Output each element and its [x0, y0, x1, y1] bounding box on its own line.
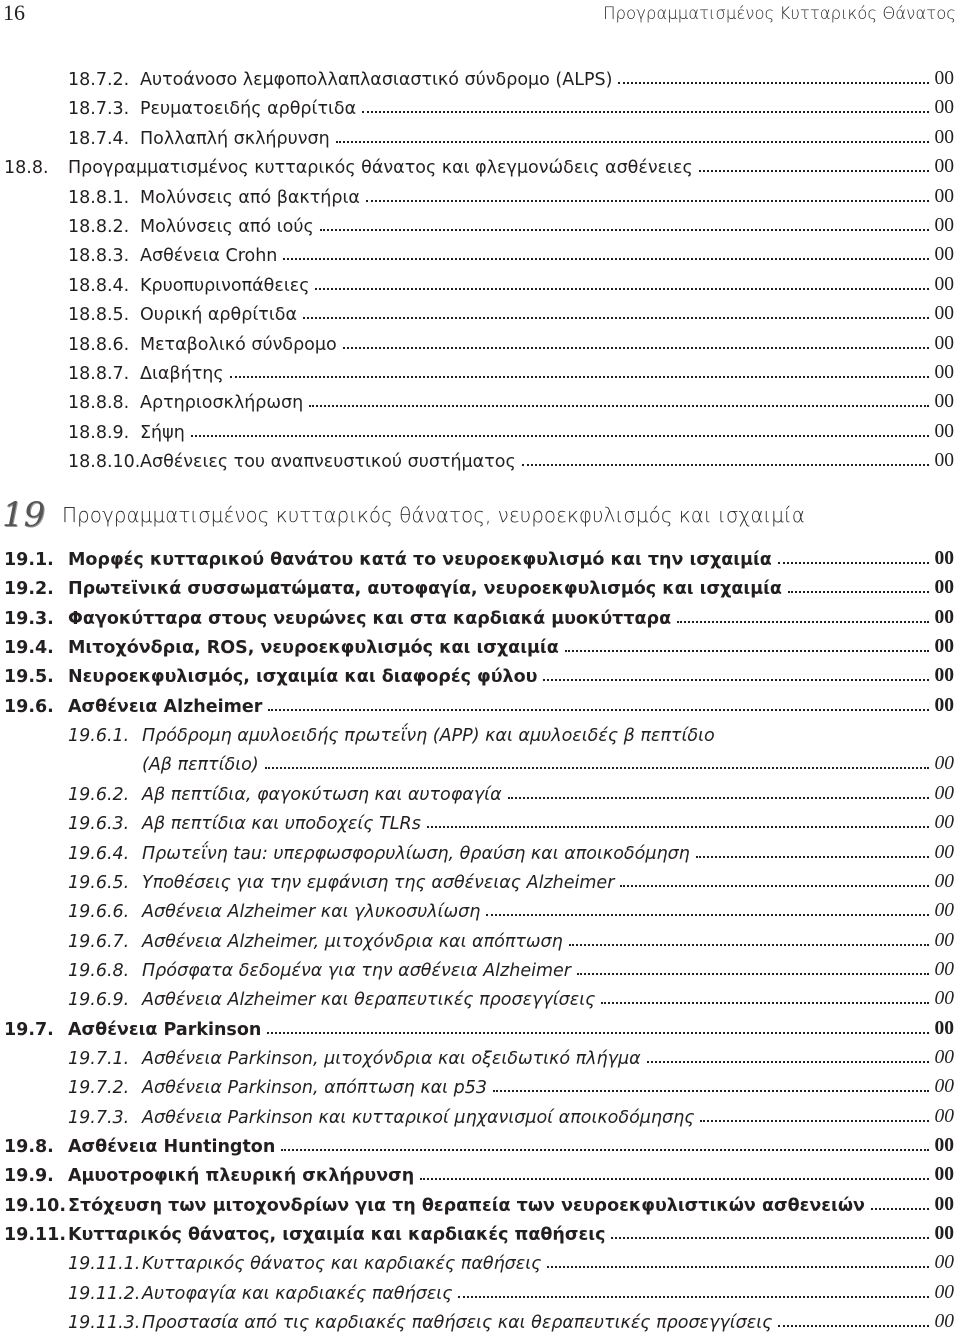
toc-entry-title: Ουρική αρθρίτιδα — [140, 305, 297, 326]
toc-entry-title: Φαγοκύτταρα στους νευρώνες και στα καρδιακά μυοκύτταρα — [68, 608, 672, 629]
dot-leader — [486, 914, 928, 916]
toc-entry-number: 18.8.6. — [68, 334, 130, 355]
dot-leader — [565, 650, 929, 652]
toc-entry-page: 00 — [934, 782, 954, 804]
toc-entry-page: 00 — [934, 636, 954, 658]
toc-entry-number: 19.6.6. — [68, 902, 130, 923]
toc-entry-title: Στόχευση των μιτοχονδρίων για τη θεραπεία των νευροεκφυλιστικών ασθενειών — [68, 1195, 865, 1216]
toc-entry[interactable] — [4, 689, 954, 717]
toc-entry-page: 00 — [934, 753, 954, 775]
toc-entry[interactable] — [68, 953, 954, 981]
dot-leader — [699, 170, 929, 172]
toc-row — [0, 1276, 960, 1304]
toc-entry-page: 00 — [934, 958, 954, 980]
toc-entry-title: Ασθένεια Alzheimer και θεραπευτικές προσεγγίσεις — [142, 990, 596, 1011]
page-number: 16 — [3, 0, 25, 25]
toc-entry[interactable] — [68, 806, 954, 834]
toc-entry-page: 00 — [934, 97, 954, 119]
toc-entry[interactable] — [68, 865, 954, 893]
toc-entry[interactable] — [4, 1012, 954, 1040]
toc-entry-title: Αυτοάνοσο λεμφοπολλαπλασιαστικό σύνδρομο (ALPS) — [140, 70, 613, 90]
toc-row — [0, 601, 960, 629]
dot-leader — [303, 317, 929, 319]
toc-entry-title: Υποθέσεις για την εμφάνιση της ασθένειας Alzheimer — [142, 872, 615, 893]
toc-row — [0, 894, 960, 922]
toc-row — [0, 630, 960, 658]
toc-row — [0, 571, 960, 599]
toc-row — [0, 747, 960, 775]
toc-row — [0, 121, 960, 149]
toc-entry-number: 19.3. — [4, 608, 54, 629]
dot-leader — [315, 288, 928, 290]
dot-leader — [647, 1061, 929, 1063]
toc-row — [0, 209, 960, 237]
toc-entry[interactable] — [4, 1158, 954, 1186]
toc-entry-page: 00 — [934, 1076, 954, 1098]
dot-leader — [601, 1002, 928, 1004]
toc-entry-title: Ασθένεια Alzheimer και γλυκοσυλίωση — [142, 902, 481, 923]
toc-row — [0, 1305, 960, 1333]
toc-entry-title: Αβ πεπτίδια και υποδοχείς TLRs — [142, 814, 421, 835]
toc-entry-page: 00 — [934, 870, 954, 892]
toc-entry[interactable] — [4, 601, 954, 629]
toc-entry[interactable] — [68, 180, 954, 208]
toc-entry-number: 18.8.7. — [68, 364, 130, 384]
toc-row — [0, 1158, 960, 1186]
dot-leader — [618, 82, 928, 84]
toc-entry-page: 00 — [934, 126, 954, 148]
toc-entry-page: 00 — [934, 244, 954, 266]
toc-entry-title: Ασθένεια Parkinson — [68, 1019, 262, 1040]
toc-row — [0, 62, 960, 90]
toc-entry-title: Νευροεκφυλισμός, ισχαιμία και διαφορές φύλου — [68, 667, 538, 688]
toc-entry[interactable] — [68, 238, 954, 266]
toc-entry-title: Ασθένεια Parkinson, απόπτωση και p53 — [142, 1078, 488, 1099]
toc-entry-page: 00 — [934, 988, 954, 1010]
dot-leader — [191, 435, 929, 437]
toc-entry-page: 00 — [934, 665, 954, 687]
toc-entry-number: 19.6.3. — [68, 814, 130, 835]
toc-entry-number: 18.8.10. — [68, 452, 141, 473]
toc-entry-page: 00 — [934, 1223, 954, 1245]
toc-entry-title: Μορφές κυτταρικού θανάτου κατά το νευροεκφυλισμό και την ισχαιμία — [68, 550, 772, 570]
toc-entry[interactable] — [68, 747, 954, 775]
dot-leader — [283, 258, 928, 260]
toc-entry[interactable] — [68, 718, 954, 746]
toc-entry-number: 19.6.5. — [68, 872, 130, 893]
toc-entry-number: 19.6. — [4, 696, 54, 717]
dot-leader — [522, 464, 929, 466]
dot-leader — [420, 1178, 928, 1180]
toc-entry[interactable] — [68, 209, 954, 237]
toc-entry-page: 00 — [934, 606, 954, 628]
toc-entry-page: 00 — [934, 1164, 954, 1186]
toc-entry-page: 00 — [934, 273, 954, 295]
toc-entry-title: Αμυοτροφική πλευρική σκλήρυνση — [68, 1166, 415, 1187]
running-title: Προγραμματισμένος Κυτταρικός Θάνατος — [603, 4, 956, 23]
dot-leader — [788, 591, 929, 593]
toc-entry[interactable] — [68, 385, 954, 413]
dot-leader — [265, 767, 929, 769]
toc-row — [0, 953, 960, 981]
dot-leader — [696, 856, 929, 858]
toc-entry[interactable] — [4, 571, 954, 599]
toc-entry-title: Ασθένεια Parkinson, μιτοχόνδρια και οξειδωτικό πλήγμα — [142, 1048, 641, 1069]
toc-entry-page: 00 — [934, 450, 954, 472]
dot-leader — [543, 679, 928, 681]
dot-leader — [362, 111, 928, 113]
toc-entry-title: Μολύνσεις από βακτήρια — [140, 187, 360, 208]
toc-entry-number: 18.8.1. — [68, 187, 130, 208]
dot-leader — [547, 1266, 928, 1268]
toc-entry-number: 19.6.8. — [68, 960, 130, 981]
toc-entry[interactable] — [68, 415, 954, 443]
toc-entry-title: Διαβήτης — [140, 364, 224, 384]
toc-entry-title: (Αβ πεπτίδιο) — [142, 755, 259, 776]
toc-row — [0, 806, 960, 834]
toc-entry-number: 19.4. — [4, 638, 54, 659]
toc-entry-page: 00 — [934, 391, 954, 413]
toc-entry[interactable] — [4, 1217, 954, 1245]
chapter-number: 19 — [2, 495, 46, 535]
toc-entry-page: 00 — [934, 929, 954, 951]
toc-entry[interactable] — [68, 297, 954, 325]
toc-entry-title: Πρωτεϊνικά συσσωματώματα, αυτοφαγία, νευροεκφυλισμός και ισχαιμία — [68, 579, 782, 600]
toc-entry-title: Πρόσφατα δεδομένα για την ασθένεια Alzheimer — [142, 960, 571, 981]
toc-entry-number: 18.8.9. — [68, 422, 130, 443]
dot-leader — [700, 1120, 928, 1122]
toc-entry-page: 00 — [934, 548, 954, 569]
toc-entry-page: 00 — [934, 694, 954, 716]
toc-entry-title: Μολύνσεις από ιούς — [140, 217, 314, 237]
toc-entry-title: Αυτοφαγία και καρδιακές παθήσεις — [142, 1283, 453, 1304]
toc-entry-title: Κυτταρικός θάνατος, ισχαιμία και καρδιακές παθήσεις — [68, 1225, 606, 1246]
toc-row — [0, 659, 960, 687]
dot-leader — [611, 1237, 928, 1239]
toc-row — [0, 268, 960, 296]
toc-row — [0, 865, 960, 893]
toc-entry-number: 19.5. — [4, 667, 54, 688]
toc-entry-page: 00 — [934, 68, 954, 89]
toc-entry-number: 19.11. — [4, 1225, 67, 1246]
toc-entry[interactable] — [68, 777, 954, 805]
toc-entry[interactable] — [68, 1276, 954, 1304]
toc-row — [0, 91, 960, 119]
toc-entry-number: 19.11.3. — [68, 1313, 141, 1334]
chapter-title: Προγραμματισμένος κυτταρικός θάνατος, νευροεκφυλισμός και ισχαιμία — [62, 503, 805, 527]
toc-entry-number: 19.6.2. — [68, 784, 130, 805]
toc-row — [0, 297, 960, 325]
toc-entry[interactable] — [4, 659, 954, 687]
toc-entry[interactable] — [68, 91, 954, 119]
toc-row — [0, 1129, 960, 1157]
chapter-heading — [0, 495, 960, 545]
toc-row — [0, 327, 960, 355]
toc-row — [0, 924, 960, 952]
toc-entry-title: Ασθένεια Huntington — [68, 1137, 276, 1157]
dot-leader — [569, 944, 929, 946]
toc-row — [0, 444, 960, 472]
page-header — [0, 0, 960, 36]
toc-row — [0, 356, 960, 384]
toc-entry[interactable] — [68, 924, 954, 952]
toc-row — [0, 836, 960, 864]
toc-entry[interactable] — [68, 1305, 954, 1333]
toc-row — [0, 1100, 960, 1128]
toc-entry-number: 19.6.1. — [68, 726, 130, 747]
toc-entry[interactable] — [68, 444, 954, 472]
dot-leader — [778, 562, 929, 564]
dot-leader — [230, 376, 929, 378]
toc-entry-number: 19.1. — [4, 550, 54, 570]
toc-entry-number: 18.7.3. — [68, 99, 130, 120]
toc-entry-number: 19.2. — [4, 579, 54, 600]
toc-entry-number: 19.9. — [4, 1166, 54, 1187]
toc-entry-number: 19.7.3. — [68, 1107, 130, 1128]
toc-entry-number: 19.6.4. — [68, 843, 130, 864]
toc-entry-number: 19.7.2. — [68, 1078, 130, 1099]
toc-entry-title: Μιτοχόνδρια, ROS, νευροεκφυλισμός και ισχαιμία — [68, 638, 559, 659]
toc-entry-title: Ασθένεια Parkinson και κυτταρικοί μηχανισμοί αποικοδόμησης — [142, 1107, 695, 1128]
toc-entry-number: 19.7.1. — [68, 1048, 130, 1069]
toc-entry-page: 00 — [934, 215, 954, 236]
toc-row — [0, 1246, 960, 1274]
toc-entry[interactable] — [4, 630, 954, 658]
toc-entry-page: 00 — [934, 841, 954, 863]
toc-entry-title: Προγραμματισμένος κυτταρικός θάνατος και φλεγμονώδεις ασθένειες — [68, 158, 693, 179]
toc-entry-page: 00 — [934, 420, 954, 442]
toc-entry-number: 18.8.2. — [68, 217, 130, 237]
toc-entry-title: Ασθένεια Crohn — [140, 246, 278, 267]
toc-row — [0, 1041, 960, 1069]
toc-entry[interactable] — [68, 1070, 954, 1098]
dot-leader — [336, 141, 929, 143]
toc-entry-title: Ασθένειες του αναπνευστικού συστήματος — [140, 452, 516, 473]
toc-entry-title: Κυτταρικός θάνατος και καρδιακές παθήσεις — [142, 1254, 542, 1275]
toc-entry-title: Αβ πεπτίδια, φαγοκύτωση και αυτοφαγία — [142, 784, 502, 805]
toc-entry[interactable] — [4, 150, 954, 178]
toc-entry-page: 00 — [934, 1046, 954, 1068]
toc-entry-title: Αρτηριοσκλήρωση — [140, 393, 304, 414]
toc-entry-page: 00 — [934, 1017, 954, 1039]
toc-entry-title: Ασθένεια Alzheimer — [68, 696, 263, 717]
dot-leader — [366, 200, 929, 202]
toc-entry[interactable] — [68, 836, 954, 864]
toc-entry-page: 00 — [934, 362, 954, 383]
toc-entry-page: 00 — [934, 185, 954, 207]
toc-entry-page: 00 — [934, 812, 954, 834]
toc-entry-page: 00 — [934, 577, 954, 599]
dot-leader — [620, 885, 928, 887]
toc-entry-number: 19.11.2. — [68, 1283, 141, 1304]
toc-row — [0, 1070, 960, 1098]
toc-entry[interactable] — [68, 1041, 954, 1069]
dot-leader — [320, 229, 929, 231]
toc-entry-title: Μεταβολικό σύνδρομο — [140, 334, 337, 355]
toc-entry[interactable] — [68, 356, 954, 384]
toc-row — [0, 180, 960, 208]
toc-entry-number: 19.11.1. — [68, 1254, 141, 1275]
toc-row — [0, 1217, 960, 1245]
toc-entry[interactable] — [4, 542, 954, 570]
toc-entry[interactable] — [68, 62, 954, 90]
toc-entry[interactable] — [68, 982, 954, 1010]
toc-entry[interactable] — [68, 268, 954, 296]
toc-entry[interactable] — [4, 1129, 954, 1157]
dot-leader — [577, 973, 929, 975]
toc-entry[interactable] — [68, 1246, 954, 1274]
toc-row — [0, 542, 960, 570]
toc-entry-page: 00 — [934, 1135, 954, 1156]
toc-entry[interactable] — [68, 894, 954, 922]
toc-entry-number: 18.8.3. — [68, 246, 130, 267]
dot-leader — [677, 621, 928, 623]
toc-entry-title: Ασθένεια Alzheimer, μιτοχόνδρια και απόπτωση — [142, 931, 563, 952]
dot-leader — [268, 709, 928, 711]
toc-entry-number: 19.10. — [4, 1195, 67, 1216]
toc-row — [0, 150, 960, 178]
toc-entry-page: 00 — [934, 1252, 954, 1274]
toc-row — [0, 385, 960, 413]
dot-leader — [493, 1090, 928, 1092]
toc-entry[interactable] — [4, 1188, 954, 1216]
toc-entry-page: 00 — [934, 332, 954, 354]
toc-entry-page: 00 — [934, 156, 954, 178]
toc-row — [0, 777, 960, 805]
dot-leader — [267, 1032, 928, 1034]
toc-entry-number: 19.8. — [4, 1137, 54, 1157]
toc-entry-number: 19.6.9. — [68, 990, 130, 1011]
toc-entry-title: Πρωτεΐνη tau: υπερφωσφορυλίωση, θραύση και αποικοδόμηση — [142, 843, 690, 864]
dot-leader — [343, 347, 929, 349]
toc-entry-title: Πολλαπλή σκλήρυνση — [140, 128, 330, 149]
toc-row — [0, 1188, 960, 1216]
toc-entry-page: 00 — [934, 1105, 954, 1127]
toc-entry[interactable] — [68, 1100, 954, 1128]
toc-entry[interactable] — [68, 121, 954, 149]
toc-entry-number: 18.7.4. — [68, 128, 130, 149]
toc-entry-number: 19.6.7. — [68, 931, 130, 952]
toc-entry-number: 18.8.5. — [68, 305, 130, 326]
toc-entry-page: 00 — [934, 1281, 954, 1303]
toc-entry-number: 18.8.4. — [68, 275, 130, 296]
toc-row — [0, 238, 960, 266]
toc-row — [0, 1012, 960, 1040]
toc-row — [0, 982, 960, 1010]
toc-entry-number: 18.8. — [4, 158, 49, 179]
toc-entry-page: 00 — [934, 1193, 954, 1215]
toc-entry-title: Κρυοπυρινοπάθειες — [140, 275, 310, 296]
toc-entry-page: 00 — [934, 900, 954, 922]
dot-leader — [778, 1325, 928, 1327]
dot-leader — [458, 1296, 928, 1298]
toc-entry-title: Προστασία από τις καρδιακές παθήσεις και θεραπευτικές προσεγγίσεις — [142, 1313, 773, 1334]
toc-row — [0, 415, 960, 443]
toc-entry-number: 18.8.8. — [68, 393, 130, 414]
toc-entry-page: 00 — [934, 1311, 954, 1333]
toc-entry[interactable] — [68, 327, 954, 355]
dot-leader — [871, 1208, 929, 1210]
toc-entry-number: 19.7. — [4, 1019, 54, 1040]
toc-row — [0, 689, 960, 717]
toc-row — [0, 718, 960, 746]
toc-entry-page: 00 — [934, 303, 954, 325]
toc-entry-title: Πρόδρομη αμυλοειδής πρωτεΐνη (APP) και αμυλοειδές β πεπτίδιο — [142, 726, 715, 747]
toc-entry-number: 18.7.2. — [68, 70, 130, 90]
dot-leader — [427, 826, 929, 828]
dot-leader — [281, 1149, 928, 1151]
dot-leader — [309, 405, 928, 407]
dot-leader — [508, 797, 929, 799]
toc-entry-title: Ρευματοειδής αρθρίτιδα — [140, 99, 357, 120]
toc-entry-title: Σήψη — [140, 422, 185, 443]
